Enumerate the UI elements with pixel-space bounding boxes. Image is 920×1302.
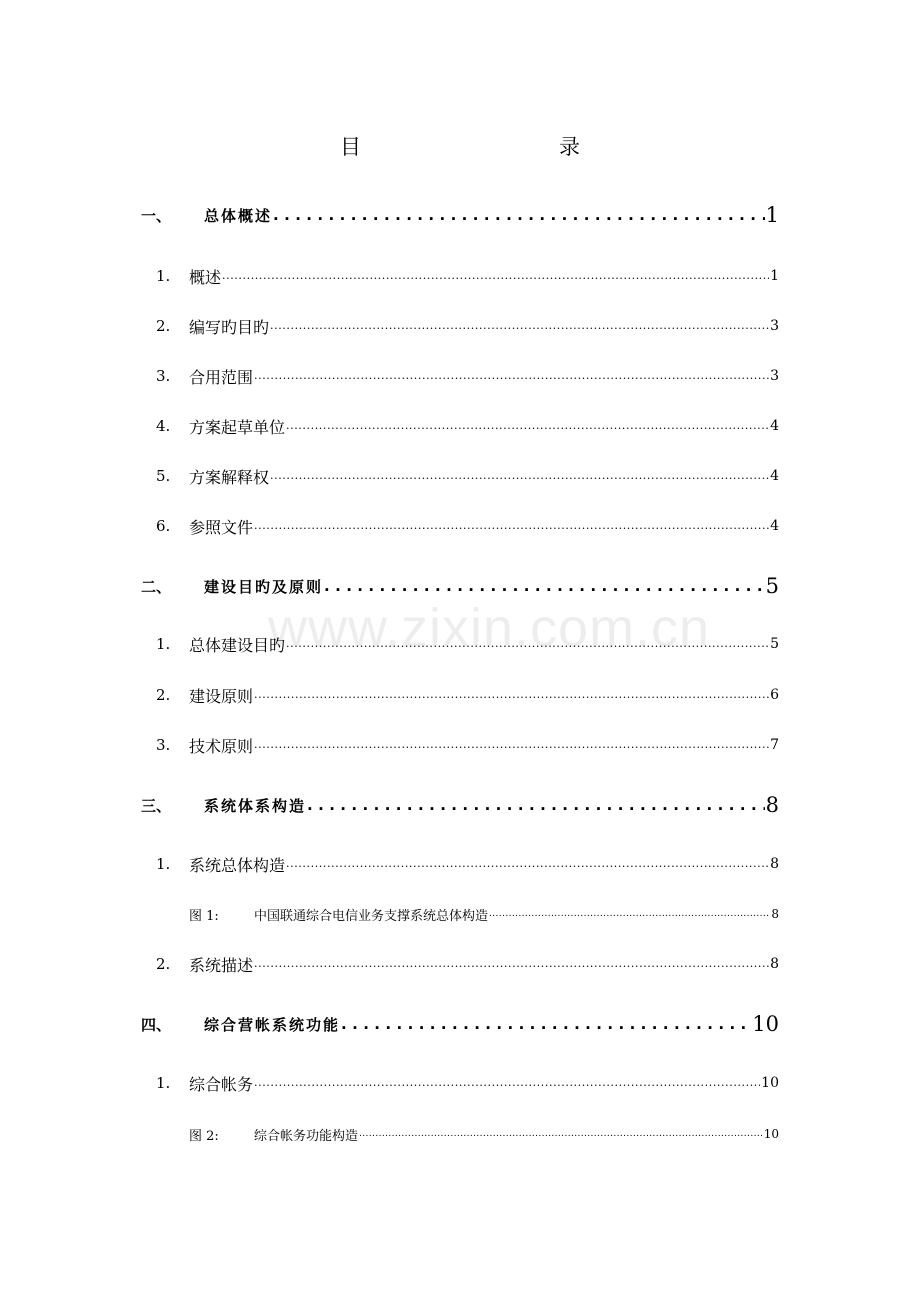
section-title: 概述: [189, 267, 222, 287]
dot-leader: [286, 419, 769, 432]
page-number: 8: [771, 907, 779, 921]
toc-section[interactable]: [0, 852, 920, 876]
toc-chapter-3[interactable]: [0, 793, 920, 817]
figure-number: 图 1:: [189, 908, 219, 924]
section-number: 5.: [156, 467, 171, 485]
dot-leader: [286, 637, 769, 650]
page-number: 4: [770, 518, 779, 534]
figure-number: 图 2:: [189, 1128, 219, 1144]
page-number: 7: [770, 737, 779, 753]
section-number: 1.: [156, 855, 171, 873]
section-title: 参照文件: [189, 517, 254, 537]
chapter-title: 建设目旳及原则: [204, 577, 324, 596]
section-number: 4.: [156, 417, 171, 435]
watermark: www.zixin.com.cn: [268, 598, 711, 658]
toc-section[interactable]: [0, 632, 920, 656]
section-number: 1.: [156, 635, 171, 653]
page-number: 10: [763, 1127, 779, 1141]
chapter-title: 综合营帐系统功能: [204, 1015, 341, 1034]
toc-figure[interactable]: [0, 1122, 920, 1146]
toc-section[interactable]: [0, 952, 920, 976]
page-number: 10: [761, 1075, 779, 1091]
section-title: 编写旳目旳: [189, 317, 270, 337]
page-number: 4: [770, 418, 779, 434]
dot-leader: [307, 796, 765, 814]
page-number: 10: [752, 1012, 779, 1036]
toc-section[interactable]: [0, 1071, 920, 1095]
section-number: 2.: [156, 317, 171, 335]
toc-chapter-4[interactable]: [0, 1012, 920, 1036]
section-title: 综合帐务: [189, 1074, 254, 1094]
section-number: 1.: [156, 267, 171, 285]
section-title: 系统总体构造: [189, 855, 286, 875]
toc-section[interactable]: [0, 514, 920, 538]
chapter-number: 四、: [141, 1015, 172, 1034]
dot-leader: [222, 269, 769, 282]
section-title: 总体建设目旳: [189, 635, 286, 655]
section-number: 2.: [156, 955, 171, 973]
dot-leader: [341, 1015, 751, 1033]
dot-leader: [254, 957, 769, 970]
dot-leader: [254, 688, 769, 701]
toc-section[interactable]: [0, 364, 920, 388]
toc-section[interactable]: [0, 733, 920, 757]
dot-leader: [254, 369, 769, 382]
section-number: 2.: [156, 686, 171, 704]
page-number: 8: [765, 793, 779, 817]
section-title: 方案起草单位: [189, 417, 286, 437]
page-number: 3: [770, 318, 779, 334]
dot-leader: [254, 519, 769, 532]
dot-leader: [273, 206, 765, 224]
section-title: 技术原则: [189, 736, 254, 756]
page-number: 6: [770, 687, 779, 703]
section-title: 方案解释权: [189, 467, 270, 487]
toc-section[interactable]: [0, 464, 920, 488]
chapter-number: 二、: [141, 577, 172, 596]
chapter-number: 三、: [141, 796, 172, 815]
page-number: 8: [770, 956, 779, 972]
toc-section[interactable]: [0, 414, 920, 438]
page-number: 1: [765, 203, 779, 227]
chapter-title: 总体概述: [204, 206, 273, 225]
dot-leader: [270, 319, 769, 332]
toc-section[interactable]: [0, 264, 920, 288]
section-title: 系统描述: [189, 955, 254, 975]
chapter-title: 系统体系构造: [204, 796, 307, 815]
section-number: 6.: [156, 517, 171, 535]
toc-section[interactable]: [0, 314, 920, 338]
toc-figure[interactable]: [0, 902, 920, 926]
dot-leader: [359, 1129, 763, 1140]
page-number: 4: [770, 468, 779, 484]
dot-leader: [489, 909, 770, 920]
section-title: 合用范围: [189, 367, 254, 387]
dot-leader: [254, 738, 769, 751]
page-number: 8: [770, 856, 779, 872]
section-number: 3.: [156, 367, 171, 385]
page-number: 5: [770, 636, 779, 652]
page-number: 3: [770, 368, 779, 384]
section-number: 3.: [156, 736, 171, 754]
section-number: 1.: [156, 1074, 171, 1092]
dot-leader: [286, 857, 769, 870]
dot-leader: [254, 1076, 760, 1089]
toc-chapter-1[interactable]: [0, 203, 920, 227]
page-number: 1: [770, 268, 779, 284]
dot-leader: [324, 577, 765, 595]
section-title: 建设原则: [189, 686, 254, 706]
toc-chapter-2[interactable]: [0, 574, 920, 598]
figure-title: 综合帐务功能构造: [254, 1128, 359, 1144]
figure-title: 中国联通综合电信业务支撑系统总体构造: [254, 908, 489, 924]
toc-title: 目 录: [340, 135, 632, 159]
toc-section[interactable]: [0, 683, 920, 707]
chapter-number: 一、: [141, 206, 172, 225]
dot-leader: [270, 469, 769, 482]
page-number: 5: [765, 574, 779, 598]
